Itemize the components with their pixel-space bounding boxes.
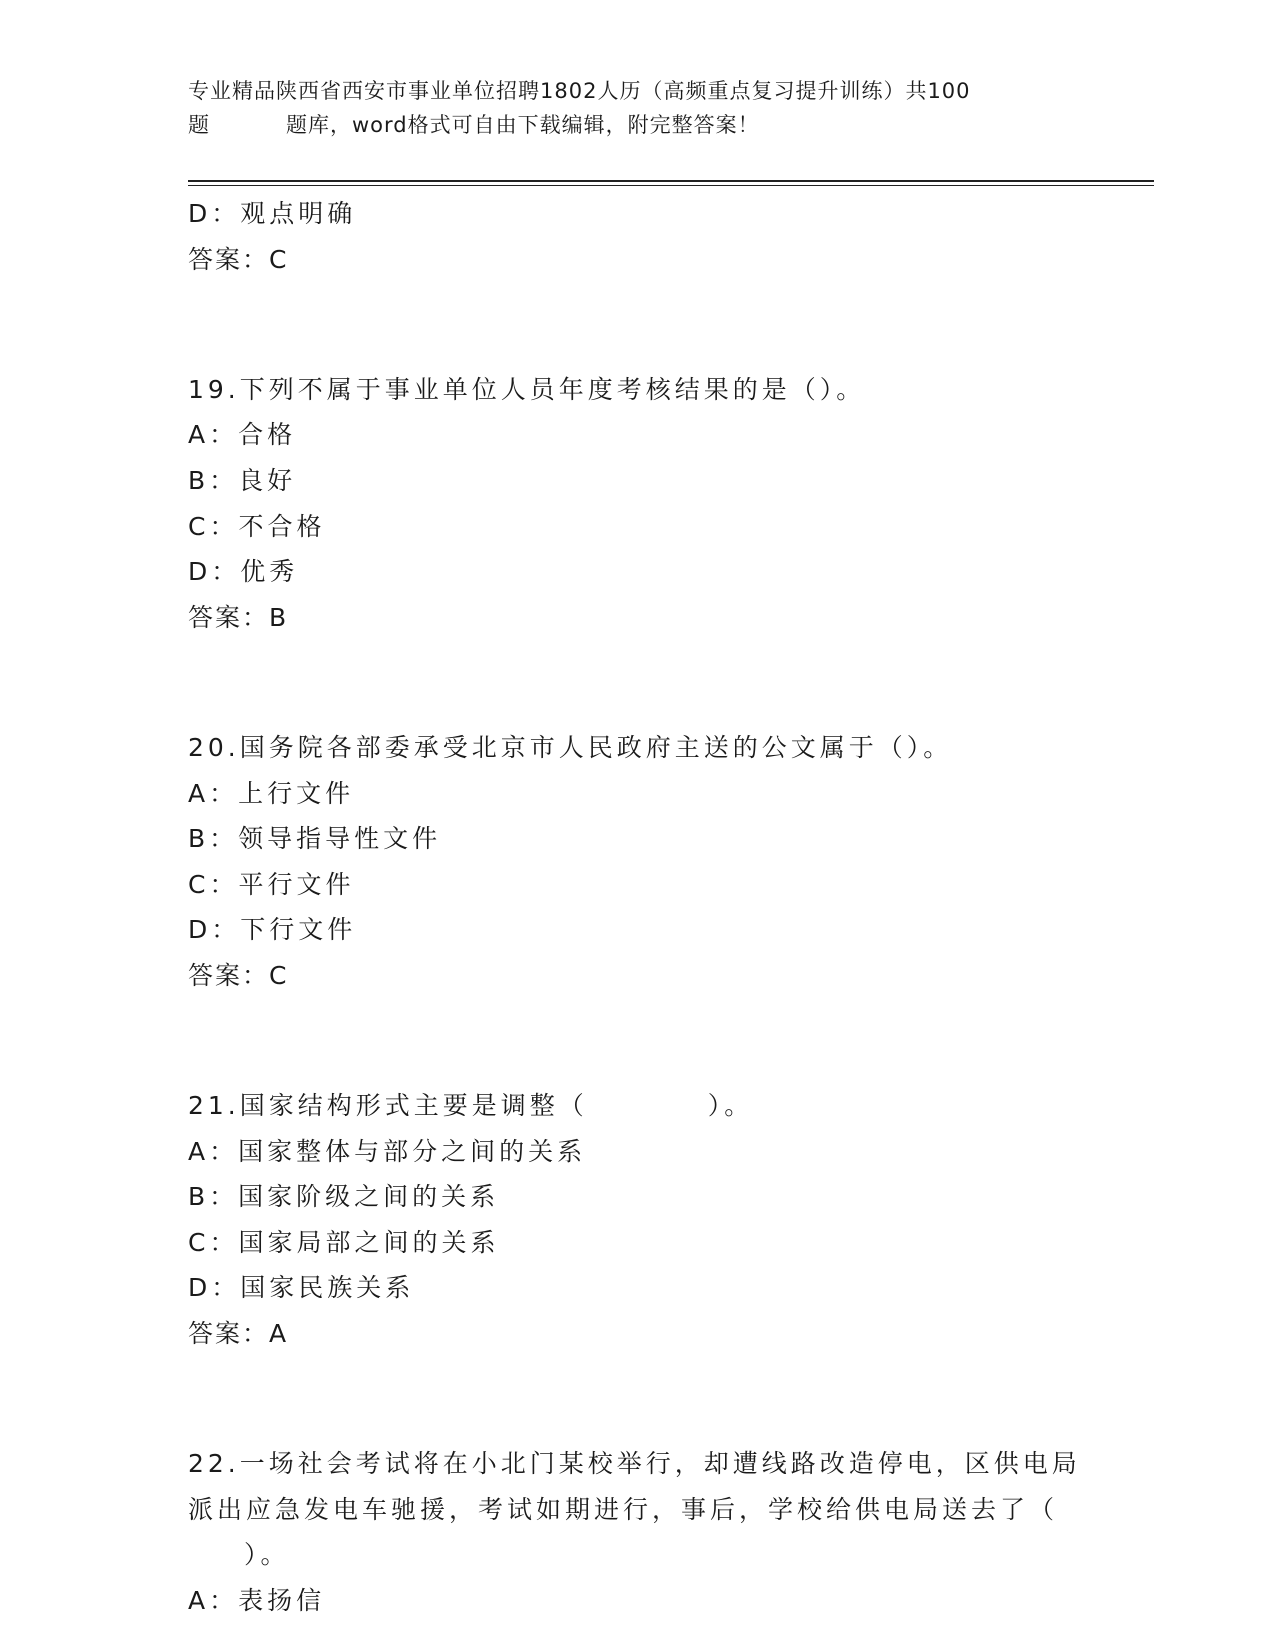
q21-option-a: A：国家整体与部分之间的关系 xyxy=(188,1136,587,1166)
q19-option-c: C：不合格 xyxy=(188,511,326,541)
header-line-1: 专业精品陕西省西安市事业单位招聘1802人历（高频重点复习提升训练）共100 xyxy=(188,79,971,103)
q19-stem: 19.下列不属于事业单位人员年度考核结果的是（）。 xyxy=(188,374,866,404)
q21-option-b: B：国家阶级之间的关系 xyxy=(188,1182,500,1212)
header-line-2-left: 题 xyxy=(188,113,210,137)
q20-option-c: C：平行文件 xyxy=(188,869,355,899)
q20-stem: 20.国务院各部委承受北京市人民政府主送的公文属于（）。 xyxy=(188,732,953,762)
q19-option-a: A：合格 xyxy=(188,420,297,450)
q18-option-d: D：观点明确 xyxy=(188,199,357,228)
q21-stem-start: 21.国家结构形式主要是调整（ xyxy=(188,1091,588,1121)
q21-answer: 答案：A xyxy=(188,1319,289,1349)
header-line-2 xyxy=(188,108,1088,142)
q20-option-d: D：下行文件 xyxy=(188,915,357,945)
q21-option-c: C：国家局部之间的关系 xyxy=(188,1227,500,1257)
document-header xyxy=(188,74,1088,142)
q21-stem-end: ）。 xyxy=(707,1091,754,1121)
header-line-2-right: 题库，word格式可自由下载编辑，附完整答案！ xyxy=(286,113,760,137)
q21-option-d: D：国家民族关系 xyxy=(188,1273,415,1303)
q19-option-b: B：良好 xyxy=(188,465,297,495)
q18-answer: 答案：C xyxy=(188,244,289,274)
q22-stem-line-3: ）。 xyxy=(244,1540,290,1570)
q19-option-d: D：优秀 xyxy=(188,557,299,587)
q19-answer: 答案：B xyxy=(188,602,289,632)
question-list xyxy=(188,191,1088,1624)
q20-option-b: B：领导指导性文件 xyxy=(188,824,442,854)
q22-stem-line-1: 22.一场社会考试将在小北门某校举行，却遭线路改造停电，区供电局 xyxy=(188,1449,1081,1479)
q20-option-a: A：上行文件 xyxy=(188,778,355,808)
q20-answer: 答案：C xyxy=(188,960,289,990)
q22-stem-line-2: 派出应急发电车驰援，考试如期进行，事后，学校给供电局送去了（ xyxy=(188,1494,1059,1524)
header-rule-thin xyxy=(188,185,1154,186)
header-rule-thick xyxy=(188,180,1154,182)
q21-stem xyxy=(188,1083,1088,1129)
q22-option-a: A：表扬信 xyxy=(188,1586,326,1616)
